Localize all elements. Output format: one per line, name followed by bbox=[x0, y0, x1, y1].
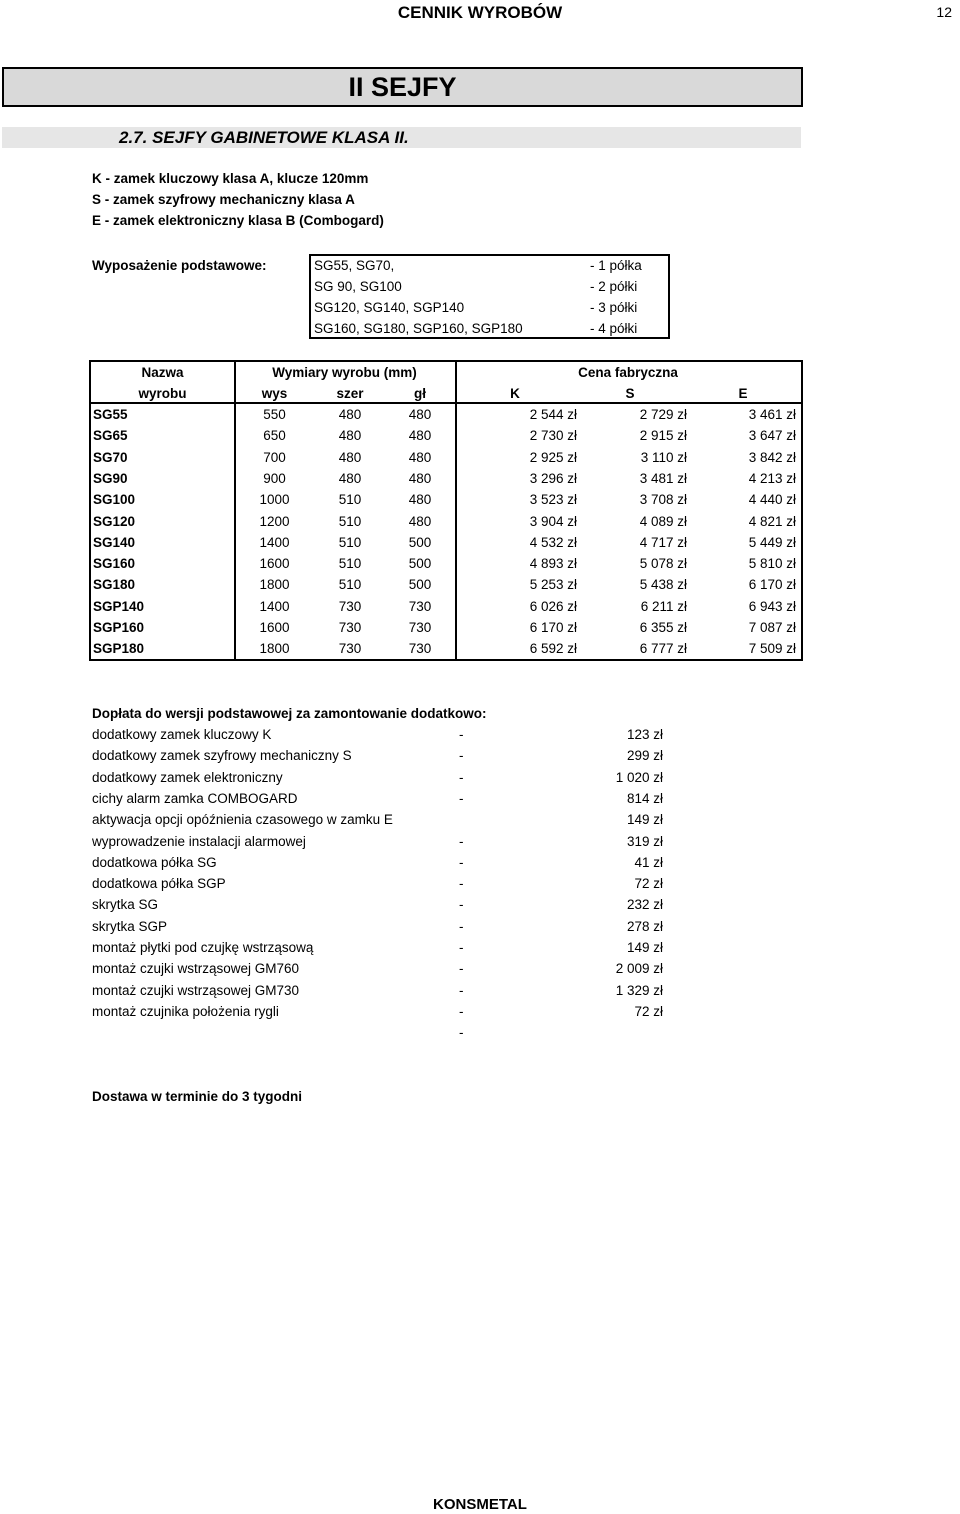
table-cell-h: 1000 bbox=[259, 492, 290, 508]
table-cell-e: 4 821 zł bbox=[748, 513, 796, 529]
table-cell-k: 4 532 zł bbox=[529, 534, 577, 550]
lock-legend-k: K - zamek kluczowy klasa A, klucze 120mm bbox=[92, 171, 369, 186]
surcharge-row bbox=[92, 897, 672, 918]
table-cell-h: 550 bbox=[263, 407, 286, 422]
surcharge-row bbox=[92, 1025, 672, 1046]
table-cell-w: 480 bbox=[338, 407, 362, 422]
table-cell-e: 7 509 zł bbox=[748, 641, 796, 657]
surcharge-price: 149 zł bbox=[626, 940, 663, 955]
surcharge-dash: - bbox=[459, 982, 464, 998]
surcharge-dash: - bbox=[459, 918, 464, 934]
table-cell-s: 4 089 zł bbox=[639, 513, 687, 529]
surcharge-dash: - bbox=[459, 854, 464, 870]
section-title: II SEJFY bbox=[348, 72, 457, 102]
table-cell-k: 6 170 zł bbox=[529, 620, 577, 635]
surcharge-price: 1 020 zł bbox=[615, 769, 663, 785]
surcharge-name: montaż czujki wstrząsowej GM760 bbox=[92, 961, 300, 977]
surcharge-name: montaż czujnika położenia rygli bbox=[92, 1003, 279, 1019]
surcharge-row bbox=[92, 727, 672, 748]
surcharges-title: Dopłata do wersji podstawowej za zamontowanie dodatkowo: bbox=[92, 706, 487, 721]
table-cell-k: 6 592 zł bbox=[529, 641, 577, 657]
table-cell-d: 500 bbox=[408, 534, 432, 550]
lock-legend-s: S - zamek szyfrowy mechaniczny klasa A bbox=[92, 192, 355, 207]
table-cell-s: 6 777 zł bbox=[639, 641, 687, 657]
table-cell-s: 3 481 zł bbox=[639, 470, 687, 486]
table-cell-h: 1200 bbox=[259, 513, 290, 529]
equipment-row bbox=[311, 256, 668, 277]
surcharge-row bbox=[92, 919, 672, 940]
surcharge-price: 72 zł bbox=[634, 1003, 663, 1019]
table-cell-s: 6 355 zł bbox=[639, 620, 687, 635]
subsection-title: 2.7. SEJFY GABINETOWE KLASA II. bbox=[119, 128, 409, 147]
table-cell-w: 510 bbox=[338, 492, 362, 508]
surcharge-price: 319 zł bbox=[626, 833, 663, 849]
surcharge-dash: - bbox=[459, 1025, 464, 1041]
table-cell-d: 480 bbox=[408, 513, 432, 529]
header-width: szer bbox=[336, 386, 364, 401]
table-cell-product: SGP140 bbox=[93, 598, 145, 614]
table-cell-w: 510 bbox=[338, 534, 362, 550]
table-cell-d: 500 bbox=[408, 556, 432, 572]
table-cell-e: 6 170 zł bbox=[748, 577, 796, 593]
surcharge-price: 1 329 zł bbox=[615, 982, 663, 998]
surcharge-name: wyprowadzenie instalacji alarmowej bbox=[92, 833, 306, 849]
header-price-e: E bbox=[738, 386, 748, 401]
table-cell-product: SG120 bbox=[93, 513, 136, 529]
equipment-label: Wyposażenie podstawowe: bbox=[92, 258, 267, 273]
surcharge-row bbox=[92, 961, 672, 982]
table-cell-h: 1400 bbox=[259, 534, 290, 550]
surcharge-name: aktywacja opcji opóźnienia czasowego w zamku E bbox=[92, 812, 393, 828]
surcharge-row bbox=[92, 748, 672, 769]
equipment-shelves: - 2 półki bbox=[590, 279, 638, 294]
equipment-row bbox=[311, 298, 668, 319]
surcharge-price: 2 009 zł bbox=[615, 961, 663, 977]
surcharge-dash: - bbox=[459, 961, 464, 977]
header-name-sub: wyrobu bbox=[138, 386, 187, 401]
table-cell-e: 4 440 zł bbox=[748, 492, 796, 508]
surcharge-name: dodatkowy zamek elektroniczny bbox=[92, 769, 283, 785]
surcharge-row bbox=[92, 834, 672, 855]
header-price-k: K bbox=[510, 386, 520, 401]
surcharge-price: 41 zł bbox=[634, 854, 663, 870]
table-cell-s: 5 438 zł bbox=[639, 577, 687, 593]
surcharge-dash: - bbox=[459, 790, 464, 806]
table-cell-w: 510 bbox=[338, 513, 362, 529]
table-cell-e: 5 449 zł bbox=[748, 534, 796, 550]
table-cell-product: SGP160 bbox=[93, 620, 145, 635]
equipment-models: SG55, SG70, bbox=[314, 258, 395, 273]
table-cell-k: 6 026 zł bbox=[529, 598, 577, 614]
table-cell-w: 480 bbox=[338, 470, 362, 486]
table-cell-product: SG160 bbox=[93, 556, 136, 572]
page-header-title: CENNIK WYROBÓW bbox=[397, 3, 563, 22]
table-cell-k: 3 904 zł bbox=[529, 513, 577, 529]
surcharge-dash: - bbox=[459, 727, 464, 742]
table-cell-d: 480 bbox=[408, 407, 432, 422]
footer-company: KONSMETAL bbox=[433, 1496, 527, 1513]
equipment-models: SG160, SG180, SGP160, SGP180 bbox=[314, 321, 523, 336]
surcharge-row bbox=[92, 770, 672, 791]
table-cell-s: 2 915 zł bbox=[639, 428, 687, 444]
table-cell-h: 1600 bbox=[259, 556, 290, 572]
equipment-box bbox=[309, 254, 670, 339]
table-cell-product: SG65 bbox=[93, 428, 128, 444]
table-cell-product: SG100 bbox=[93, 492, 136, 508]
surcharge-row bbox=[92, 983, 672, 1004]
table-cell-e: 6 943 zł bbox=[748, 598, 796, 614]
header-height: wys bbox=[261, 386, 288, 401]
table-cell-h: 900 bbox=[263, 470, 286, 486]
table-cell-w: 730 bbox=[338, 598, 362, 614]
table-cell-d: 480 bbox=[408, 428, 432, 444]
table-cell-product: SG140 bbox=[93, 534, 136, 550]
header-dimensions: Wymiary wyrobu (mm) bbox=[272, 365, 417, 380]
surcharge-price: 278 zł bbox=[626, 918, 663, 934]
section-banner bbox=[2, 67, 803, 107]
table-cell-e: 4 213 zł bbox=[748, 470, 796, 486]
equipment-shelves: - 3 półki bbox=[590, 300, 638, 315]
table-cell-e: 3 842 zł bbox=[748, 449, 796, 465]
table-cell-product: SGP180 bbox=[93, 641, 145, 657]
table-cell-w: 480 bbox=[338, 428, 362, 444]
lock-legend-e: E - zamek elektroniczny klasa B (Combogard) bbox=[92, 213, 384, 228]
table-cell-d: 730 bbox=[408, 641, 432, 657]
table-cell-s: 5 078 zł bbox=[639, 556, 687, 572]
delivery-note: Dostawa w terminie do 3 tygodni bbox=[92, 1089, 303, 1104]
surcharge-name: montaż płytki pod czujkę wstrząsową bbox=[92, 940, 314, 955]
table-cell-w: 730 bbox=[338, 641, 362, 657]
table-cell-h: 1800 bbox=[259, 641, 290, 657]
surcharge-price: 149 zł bbox=[626, 812, 663, 828]
surcharge-name: skrytka SGP bbox=[92, 918, 168, 934]
surcharge-price: 232 zł bbox=[626, 897, 663, 913]
table-cell-product: SG70 bbox=[93, 449, 128, 465]
table-cell-s: 3 708 zł bbox=[639, 492, 687, 508]
page-number: 12 bbox=[936, 4, 952, 20]
table-cell-e: 3 461 zł bbox=[748, 407, 796, 422]
surcharge-dash: - bbox=[459, 748, 464, 764]
table-cell-k: 2 730 zł bbox=[529, 428, 577, 444]
surcharge-dash: - bbox=[459, 769, 464, 785]
table-cell-e: 5 810 zł bbox=[748, 556, 796, 572]
table-cell-s: 3 110 zł bbox=[640, 449, 687, 465]
surcharge-row bbox=[92, 1004, 672, 1025]
table-header-divider bbox=[91, 402, 801, 404]
table-cell-d: 480 bbox=[408, 492, 432, 508]
surcharge-name: dodatkowy zamek kluczowy K bbox=[92, 727, 272, 742]
surcharge-price: 814 zł bbox=[626, 790, 663, 806]
surcharge-row bbox=[92, 812, 672, 833]
header-depth: gł bbox=[414, 386, 426, 401]
equipment-row bbox=[311, 277, 668, 298]
surcharge-name: dodatkowy zamek szyfrowy mechaniczny S bbox=[92, 748, 352, 764]
table-cell-product: SG90 bbox=[93, 470, 128, 486]
surcharge-dash: - bbox=[459, 876, 464, 892]
equipment-row bbox=[311, 319, 668, 340]
equipment-shelves: - 1 półka bbox=[590, 258, 642, 273]
table-cell-d: 480 bbox=[408, 449, 432, 465]
table-cell-h: 650 bbox=[263, 428, 286, 444]
header-name: Nazwa bbox=[141, 365, 184, 380]
surcharge-price: 299 zł bbox=[626, 748, 663, 764]
surcharge-price: 72 zł bbox=[634, 876, 663, 892]
surcharge-row bbox=[92, 876, 672, 897]
table-cell-k: 5 253 zł bbox=[529, 577, 577, 593]
surcharge-dash: - bbox=[459, 940, 464, 955]
table-cell-h: 1600 bbox=[259, 620, 290, 635]
table-cell-h: 1800 bbox=[259, 577, 290, 593]
surcharge-name: montaż czujki wstrząsowej GM730 bbox=[92, 982, 300, 998]
surcharge-dash: - bbox=[459, 897, 464, 913]
table-cell-e: 7 087 zł bbox=[748, 620, 796, 635]
header-price-s: S bbox=[625, 386, 635, 401]
surcharge-row bbox=[92, 791, 672, 812]
surcharge-price: 123 zł bbox=[626, 727, 663, 742]
surcharge-name: dodatkowa półka SGP bbox=[92, 876, 226, 892]
table-cell-w: 730 bbox=[338, 620, 362, 635]
table-cell-e: 3 647 zł bbox=[748, 428, 796, 444]
equipment-models: SG 90, SG100 bbox=[314, 279, 402, 294]
surcharge-row bbox=[92, 855, 672, 876]
table-cell-w: 510 bbox=[338, 556, 362, 572]
surcharge-name: dodatkowa półka SG bbox=[92, 854, 217, 870]
table-cell-k: 2 925 zł bbox=[529, 449, 577, 465]
table-cell-product: SG55 bbox=[93, 407, 128, 422]
table-cell-w: 510 bbox=[338, 577, 362, 593]
equipment-models: SG120, SG140, SGP140 bbox=[314, 300, 465, 315]
surcharge-dash: - bbox=[459, 1003, 464, 1019]
surcharge-name: cichy alarm zamka COMBOGARD bbox=[92, 790, 298, 806]
table-cell-w: 480 bbox=[338, 449, 362, 465]
table-cell-k: 2 544 zł bbox=[529, 407, 577, 422]
price-table bbox=[89, 360, 803, 661]
header-price: Cena fabryczna bbox=[578, 365, 678, 380]
surcharge-row bbox=[92, 940, 672, 961]
surcharge-name: skrytka SG bbox=[92, 897, 159, 913]
table-cell-d: 730 bbox=[408, 598, 432, 614]
table-cell-s: 2 729 zł bbox=[639, 407, 687, 422]
table-cell-d: 500 bbox=[408, 577, 432, 593]
equipment-shelves: - 4 półki bbox=[590, 321, 638, 336]
table-cell-h: 1400 bbox=[259, 598, 290, 614]
table-cell-h: 700 bbox=[263, 449, 286, 465]
table-cell-k: 3 296 zł bbox=[529, 470, 577, 486]
table-cell-s: 6 211 zł bbox=[640, 598, 687, 614]
table-cell-k: 3 523 zł bbox=[529, 492, 577, 508]
table-cell-product: SG180 bbox=[93, 577, 136, 593]
table-cell-d: 730 bbox=[408, 620, 432, 635]
surcharge-dash: - bbox=[459, 833, 464, 849]
table-cell-s: 4 717 zł bbox=[639, 534, 687, 550]
table-cell-d: 480 bbox=[408, 470, 432, 486]
table-cell-k: 4 893 zł bbox=[529, 556, 577, 572]
subsection-bar bbox=[2, 127, 801, 148]
